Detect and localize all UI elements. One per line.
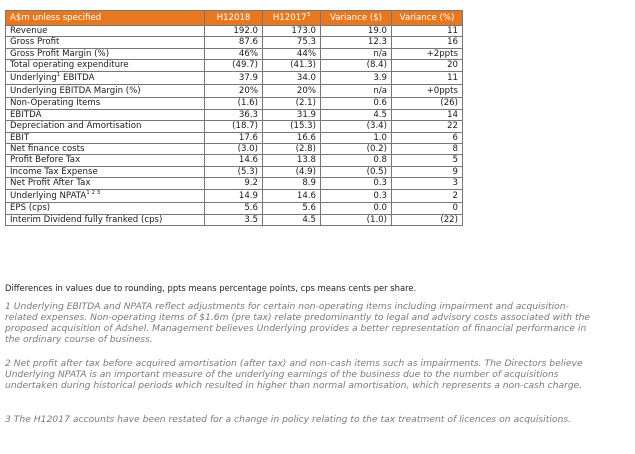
- cell-variance-dollars: 0.3: [321, 189, 392, 202]
- rounding-note: Differences in values due to rounding, ppts means percentage points, cps means cents per share.: [5, 283, 417, 293]
- cell-h12017: 75.3: [263, 37, 321, 48]
- row-label-suffix: EBITDA: [60, 72, 95, 83]
- row-label: [6, 26, 205, 37]
- cell-variance-percent: 9: [392, 166, 463, 177]
- cell-variance-percent: 14: [392, 109, 463, 120]
- table-row: [6, 71, 463, 84]
- table-row: [6, 109, 463, 120]
- header-h12017-text: H12017: [272, 13, 307, 23]
- table-row: [6, 214, 463, 225]
- row-label: [6, 132, 205, 143]
- row-label: [6, 178, 205, 189]
- row-label: [6, 144, 205, 155]
- cell-h12017: 44%: [263, 48, 321, 59]
- cell-variance-percent: (22): [392, 214, 463, 225]
- cell-variance-percent: (26): [392, 98, 463, 109]
- row-label: [6, 166, 205, 177]
- cell-variance-percent: 8: [392, 144, 463, 155]
- cell-h12018: 20%: [205, 85, 263, 98]
- row-label: [6, 155, 205, 166]
- table-row: [6, 60, 463, 71]
- cell-h12018: 87.6: [205, 37, 263, 48]
- cell-h12018: 3.5: [205, 214, 263, 225]
- cell-variance-percent: 16: [392, 37, 463, 48]
- cell-h12018: 5.6: [205, 203, 263, 214]
- cell-variance-dollars: (1.0): [321, 214, 392, 225]
- row-label-text: EPS (cps): [10, 203, 51, 214]
- cell-h12018: 46%: [205, 48, 263, 59]
- row-label: [6, 85, 205, 98]
- row-label-text: Gross Profit Margin (%): [10, 48, 110, 59]
- cell-variance-percent: +2ppts: [392, 48, 463, 59]
- cell-h12018: (5.3): [205, 166, 263, 177]
- row-label-text: Depreciation and Amortisation: [10, 121, 142, 132]
- cell-h12017: 173.0: [263, 26, 321, 37]
- footnote-1: 1 Underlying EBITDA and NPATA reflect adjustments for certain non-operating items including impairment and acquisition-related expenses. Non-operating items of $1.6m (pre tax) relate predominantly to legal and advisory costs associated with the proposed acquisition of Adshel. Management believes Underlying provides a better representation of financial performance in the ordinary course of business.: [5, 301, 591, 345]
- cell-variance-dollars: 1.0: [321, 132, 392, 143]
- cell-variance-percent: 0: [392, 203, 463, 214]
- row-label-text: Revenue: [10, 26, 48, 36]
- cell-variance-percent: 3: [392, 178, 463, 189]
- row-label-text: Gross Profit: [10, 37, 60, 48]
- header-h12017-footnote-mark: 3: [306, 12, 311, 19]
- cell-variance-percent: 20: [392, 60, 463, 71]
- cell-h12018: 14.9: [205, 189, 263, 202]
- cell-variance-percent: 11: [392, 26, 463, 37]
- cell-variance-dollars: 4.5: [321, 109, 392, 120]
- row-label: [6, 203, 205, 214]
- row-label: [6, 71, 205, 84]
- cell-h12017: (4.9): [263, 166, 321, 177]
- cell-h12018: (18.7): [205, 121, 263, 132]
- cell-variance-dollars: 12.3: [321, 37, 392, 48]
- row-label-text: EBIT: [10, 132, 30, 143]
- cell-h12018: (3.0): [205, 144, 263, 155]
- footnote-2: 2 Net profit after tax before acquired amortisation (after tax) and non-cash items such as impairments. The Directors believe Underlying NPATA is an important measure of the underlying earnings of the business due to the number of acquisitions undertaken during historical periods which resulted in higher than normal amortisation, which represents a non-cash charge.: [5, 358, 583, 391]
- footnote-3: 3 The H12017 accounts have been restated for a change in policy relating to the tax treatment of licences on acquisitions.: [5, 414, 572, 425]
- cell-h12017: (2.8): [263, 144, 321, 155]
- table-row: [6, 132, 463, 143]
- financial-summary-table: [5, 10, 463, 226]
- table-row: [6, 85, 463, 98]
- table-row: [6, 203, 463, 214]
- row-label: [6, 109, 205, 120]
- cell-h12018: 192.0: [205, 26, 263, 37]
- cell-h12018: (49.7): [205, 60, 263, 71]
- cell-variance-percent: 5: [392, 155, 463, 166]
- cell-variance-dollars: n/a: [321, 48, 392, 59]
- table-row: [6, 166, 463, 177]
- cell-h12017: (41.3): [263, 60, 321, 71]
- cell-variance-percent: 22: [392, 121, 463, 132]
- cell-h12018: 9.2: [205, 178, 263, 189]
- table-row: [6, 121, 463, 132]
- table-row: [6, 48, 463, 59]
- row-label-text: EBITDA: [10, 109, 42, 120]
- row-label-text: Income Tax Expense: [10, 166, 98, 177]
- header-h12018: H12018: [205, 11, 263, 26]
- row-label-text: Total operating expenditure: [10, 60, 129, 71]
- cell-h12018: (1.6): [205, 98, 263, 109]
- cell-variance-percent: +0ppts: [392, 85, 463, 98]
- cell-h12018: 17.6: [205, 132, 263, 143]
- row-label: [6, 214, 205, 225]
- cell-variance-percent: 11: [392, 71, 463, 84]
- cell-h12017: 14.6: [263, 189, 321, 202]
- cell-variance-dollars: (0.2): [321, 144, 392, 155]
- cell-h12018: 14.6: [205, 155, 263, 166]
- row-label-text: Net Profit After Tax: [10, 178, 91, 189]
- cell-h12017: 5.6: [263, 203, 321, 214]
- row-label-text: Profit Before Tax: [10, 155, 81, 166]
- cell-variance-dollars: (0.5): [321, 166, 392, 177]
- cell-variance-dollars: 3.9: [321, 71, 392, 84]
- cell-variance-dollars: (8.4): [321, 60, 392, 71]
- table-row: [6, 155, 463, 166]
- cell-h12017: 13.8: [263, 155, 321, 166]
- cell-h12017: 4.5: [263, 214, 321, 225]
- cell-variance-dollars: n/a: [321, 85, 392, 98]
- header-variance-percent: Variance (%): [392, 11, 463, 26]
- table-row: [6, 26, 463, 37]
- cell-h12017: 8.9: [263, 178, 321, 189]
- row-label: [6, 98, 205, 109]
- footnote-mark: 1: [56, 71, 61, 78]
- row-label-text: Net finance costs: [10, 144, 85, 155]
- cell-h12017: 16.6: [263, 132, 321, 143]
- table-row: [6, 178, 463, 189]
- table-row: [6, 144, 463, 155]
- row-label-text: Underlying EBITDA Margin (%): [10, 86, 141, 97]
- cell-h12017: 20%: [263, 85, 321, 98]
- header-h12017: [263, 11, 321, 26]
- cell-variance-dollars: 0.3: [321, 178, 392, 189]
- cell-variance-dollars: 0.8: [321, 155, 392, 166]
- cell-variance-percent: 2: [392, 189, 463, 202]
- header-variance-dollars: Variance ($): [321, 11, 392, 26]
- cell-variance-dollars: (3.4): [321, 121, 392, 132]
- row-label: [6, 189, 205, 202]
- cell-h12017: 34.0: [263, 71, 321, 84]
- cell-h12017: 31.9: [263, 109, 321, 120]
- row-label: [6, 121, 205, 132]
- row-label: [6, 48, 205, 59]
- cell-variance-dollars: 0.6: [321, 98, 392, 109]
- row-label-text: Underlying: [10, 72, 57, 83]
- row-label: [6, 37, 205, 48]
- table-row: [6, 37, 463, 48]
- cell-variance-percent: 6: [392, 132, 463, 143]
- cell-variance-dollars: 19.0: [321, 26, 392, 37]
- row-label: [6, 60, 205, 71]
- cell-h12017: (2.1): [263, 98, 321, 109]
- cell-variance-dollars: 0.0: [321, 203, 392, 214]
- table-row: [6, 189, 463, 202]
- row-label-text: Non-Operating Items: [10, 98, 101, 109]
- header-label: A$m unless specified: [6, 11, 205, 26]
- table-row: [6, 98, 463, 109]
- cell-h12017: (15.3): [263, 121, 321, 132]
- row-label-text: Interim Dividend fully franked (cps): [10, 214, 163, 225]
- footnote-mark: 1 2 3: [86, 189, 101, 196]
- table-header-row: [6, 11, 463, 26]
- cell-h12018: 36.3: [205, 109, 263, 120]
- row-label-text: Underlying NPATA: [10, 190, 87, 201]
- cell-h12018: 37.9: [205, 71, 263, 84]
